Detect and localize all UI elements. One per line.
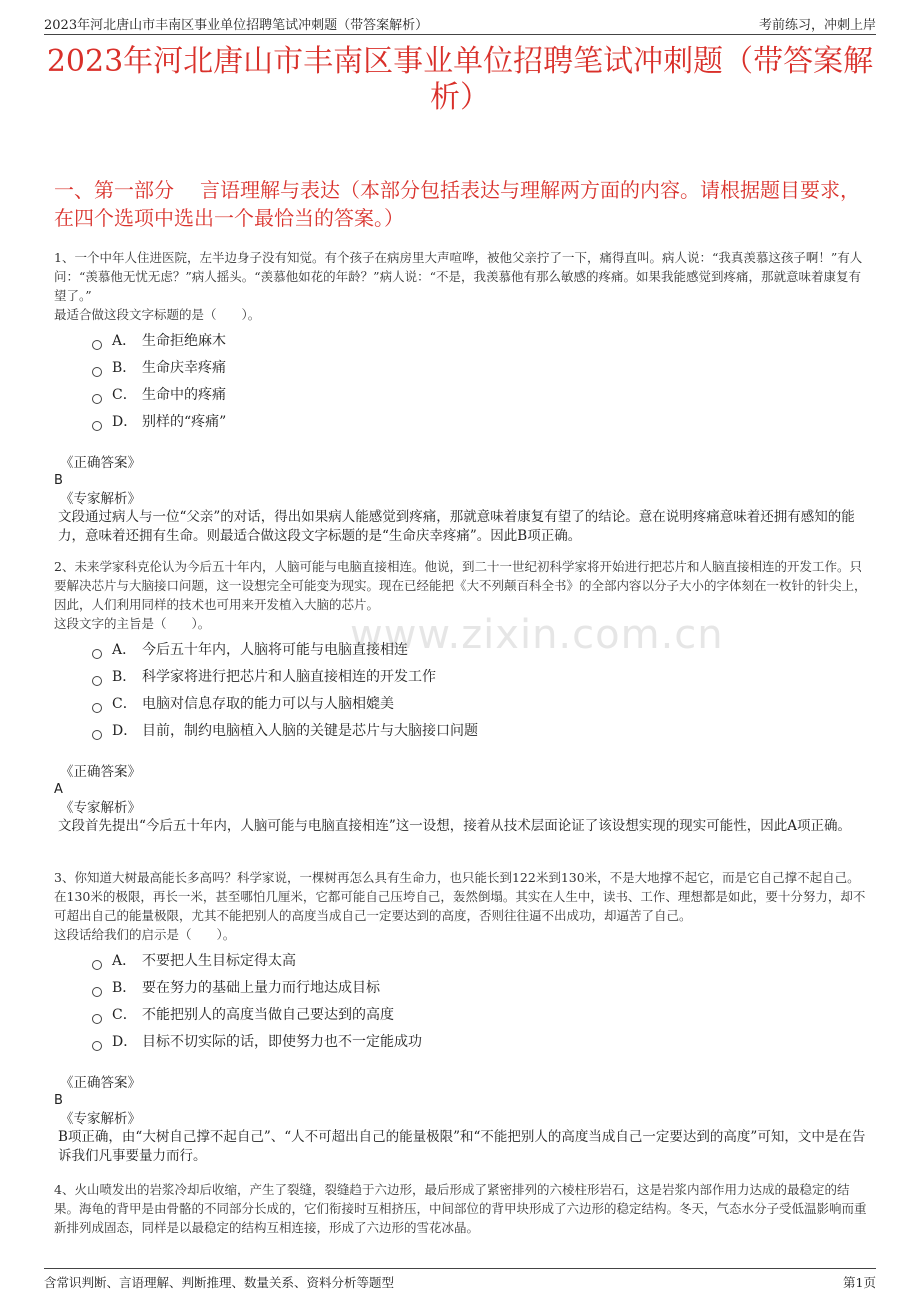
option-text: 生命庆幸疼痛	[142, 360, 226, 376]
question-3	[54, 868, 870, 1166]
question-stem: 1、一个中年人住进医院，左半边身子没有知觉。有个孩子在病房里大声喧哗，被他父亲拧了一下，痛得直叫。病人说：“我真羡慕这孩子啊！”有人问：“羡慕他无忧无虑？”病人摇头。“羡慕他如花的年龄？”病人说：“不是，我羡慕他有那么敏感的疼痛。如果我能感觉到疼痛，那就意味着康复有望了。”	[54, 250, 863, 303]
option-letter: A．	[112, 333, 137, 349]
answer-label: 《正确答案》	[60, 1075, 141, 1091]
question-4	[54, 1180, 870, 1237]
option-text: 目前，制约电脑植入人脑的关键是芯片与大脑接口问题	[142, 723, 478, 739]
watermark: www.zixin.com.cn	[350, 612, 724, 658]
question-stem: 3、你知道大树最高能长多高吗？科学家说，一棵树再怎么具有生命力，也只能长到122米到130米，不是大地撑不起它，而是它自己撑不起自己。在130米的极限，再长一米，甚至哪怕几厘米，它都可能自己压垮自己，轰然倒塌。其实在人生中，读书、工作、理想都是如此，要十分努力，却不可超出自己的能量极限，尤其不能把别人的高度当成自己一定要达到的高度，否则往往逼不出成功，却逼苦了自己。	[54, 870, 866, 923]
option-text: 要在努力的基础上量力而行地达成目标	[142, 980, 380, 996]
question-1	[54, 248, 870, 546]
option-b[interactable]	[92, 975, 870, 1002]
option-d[interactable]	[92, 1029, 870, 1056]
answer-label: 《正确答案》	[60, 764, 141, 780]
answer-value: B	[54, 473, 63, 488]
option-letter: B．	[112, 360, 137, 376]
question-stem: 4、火山喷发出的岩浆冷却后收缩，产生了裂缝，裂缝趋于六边形，最后形成了紧密排列的六棱柱形岩石，这是岩浆内部作用力达成的最稳定的结果。海龟的背甲是由骨骼的不同部分长成的，它们衔接时互相挤压，中间部位的背甲块形成了六边形的稳定结构。冬天，气态水分子受低温影响而重新排列成固态，同样是以最稳定的结构互相连接，形成了六边形的雪花冰晶。	[54, 1182, 867, 1235]
question-2	[54, 557, 870, 836]
analysis-text: 文段首先提出“今后五十年内，人脑可能与电脑直接相连”这一设想，接着从技术层面论证了该设想实现的现实可能性，因此A项正确。	[58, 818, 852, 834]
option-text: 电脑对信息存取的能力可以与人脑相媲美	[142, 696, 394, 712]
radio-icon[interactable]	[92, 987, 102, 997]
page-header	[44, 10, 876, 35]
option-letter: D．	[112, 1034, 138, 1050]
option-text: 生命拒绝麻木	[142, 333, 226, 349]
option-text: 今后五十年内，人脑将可能与电脑直接相连	[142, 642, 408, 658]
option-text: 不能把别人的高度当做自己要达到的高度	[142, 1007, 394, 1023]
option-list	[54, 637, 870, 745]
option-b[interactable]	[92, 355, 870, 382]
answer-value: A	[54, 782, 63, 797]
radio-icon[interactable]	[92, 394, 102, 404]
radio-icon[interactable]	[92, 676, 102, 686]
option-c[interactable]	[92, 382, 870, 409]
answer-block	[54, 454, 870, 546]
option-text: 不要把人生目标定得太高	[142, 953, 296, 969]
analysis-text: B项正确，由“大树自己撑不起自己”、“人不可超出自己的能量极限”和“不能把别人的高度当成自己一定要达到的高度”可知，文中是在告诉我们凡事要量力而行。	[58, 1129, 866, 1164]
option-letter: D．	[112, 723, 138, 739]
section-part: 一、第一部分	[54, 178, 174, 202]
option-letter: A．	[112, 953, 137, 969]
question-prompt: 最适合做这段文字标题的是（ ）。	[54, 307, 261, 322]
radio-icon[interactable]	[92, 340, 102, 350]
option-letter: B．	[112, 980, 137, 996]
option-text: 生命中的疼痛	[142, 387, 226, 403]
analysis-label: 《专家解析》	[60, 1111, 141, 1127]
page-number: 第1页	[843, 1275, 876, 1290]
radio-icon[interactable]	[92, 730, 102, 740]
answer-block	[54, 763, 870, 836]
option-letter: C．	[112, 1007, 137, 1023]
footer-description: 含常识判断、言语理解、判断推理、数量关系、资料分析等题型	[44, 1275, 395, 1290]
option-letter: C．	[112, 696, 137, 712]
option-d[interactable]	[92, 409, 870, 436]
radio-icon[interactable]	[92, 1041, 102, 1051]
option-c[interactable]	[92, 691, 870, 718]
option-b[interactable]	[92, 664, 870, 691]
document-title: 2023年河北唐山市丰南区事业单位招聘笔试冲刺题（带答案解析）	[46, 44, 874, 115]
option-d[interactable]	[92, 718, 870, 745]
question-prompt: 这段文字的主旨是（ ）。	[54, 616, 211, 631]
analysis-text: 文段通过病人与一位“父亲”的对话，得出如果病人能感觉到疼痛，那就意味着康复有望了的结论。意在说明疼痛意味着还拥有感知的能力，意味着还拥有生命。则最适合做这段文字标题的是“生命庆幸疼痛”。因此B项正确。	[58, 509, 855, 544]
analysis-label: 《专家解析》	[60, 800, 141, 816]
option-letter: B．	[112, 669, 137, 685]
option-a[interactable]	[92, 328, 870, 355]
option-letter: C．	[112, 387, 137, 403]
radio-icon[interactable]	[92, 367, 102, 377]
header-slogan: 考前练习，冲刺上岸	[758, 18, 876, 33]
answer-value: B	[54, 1093, 63, 1108]
option-c[interactable]	[92, 1002, 870, 1029]
answer-label: 《正确答案》	[60, 455, 141, 471]
radio-icon[interactable]	[92, 703, 102, 713]
section-heading	[54, 176, 866, 232]
option-list	[54, 948, 870, 1056]
radio-icon[interactable]	[92, 649, 102, 659]
option-text: 别样的“疼痛”	[142, 414, 227, 430]
radio-icon[interactable]	[92, 421, 102, 431]
section-description: 言语理解与表达（本部分包括表达与理解两方面的内容。请根据题目要求，在四个选项中选出一个最恰当的答案。）	[54, 178, 860, 230]
radio-icon[interactable]	[92, 1014, 102, 1024]
question-stem: 2、未来学家科克伦认为今后五十年内，人脑可能与电脑直接相连。他说，到二十一世纪初科学家将开始进行把芯片和人脑直接相连的开发工作。只要解决芯片与大脑接口问题，这一设想完全可能变为现实。现在已经能把《大不列颠百科全书》的全部内容以分子大小的字体刻在一枚针的针尖上，因此，人们利用同样的技术也可用来开发植入大脑的芯片。	[54, 559, 867, 612]
option-a[interactable]	[92, 948, 870, 975]
option-letter: D．	[112, 414, 138, 430]
option-letter: A．	[112, 642, 137, 658]
radio-icon[interactable]	[92, 960, 102, 970]
page-footer	[44, 1268, 876, 1291]
option-a[interactable]	[92, 637, 870, 664]
option-list	[54, 328, 870, 436]
analysis-label: 《专家解析》	[60, 491, 141, 507]
answer-block	[54, 1074, 870, 1166]
header-title: 2023年河北唐山市丰南区事业单位招聘笔试冲刺题（带答案解析）	[44, 18, 429, 33]
question-prompt: 这段话给我们的启示是（ ）。	[54, 927, 236, 942]
option-text: 目标不切实际的话，即使努力也不一定能成功	[142, 1034, 422, 1050]
option-text: 科学家将进行把芯片和人脑直接相连的开发工作	[142, 669, 436, 685]
